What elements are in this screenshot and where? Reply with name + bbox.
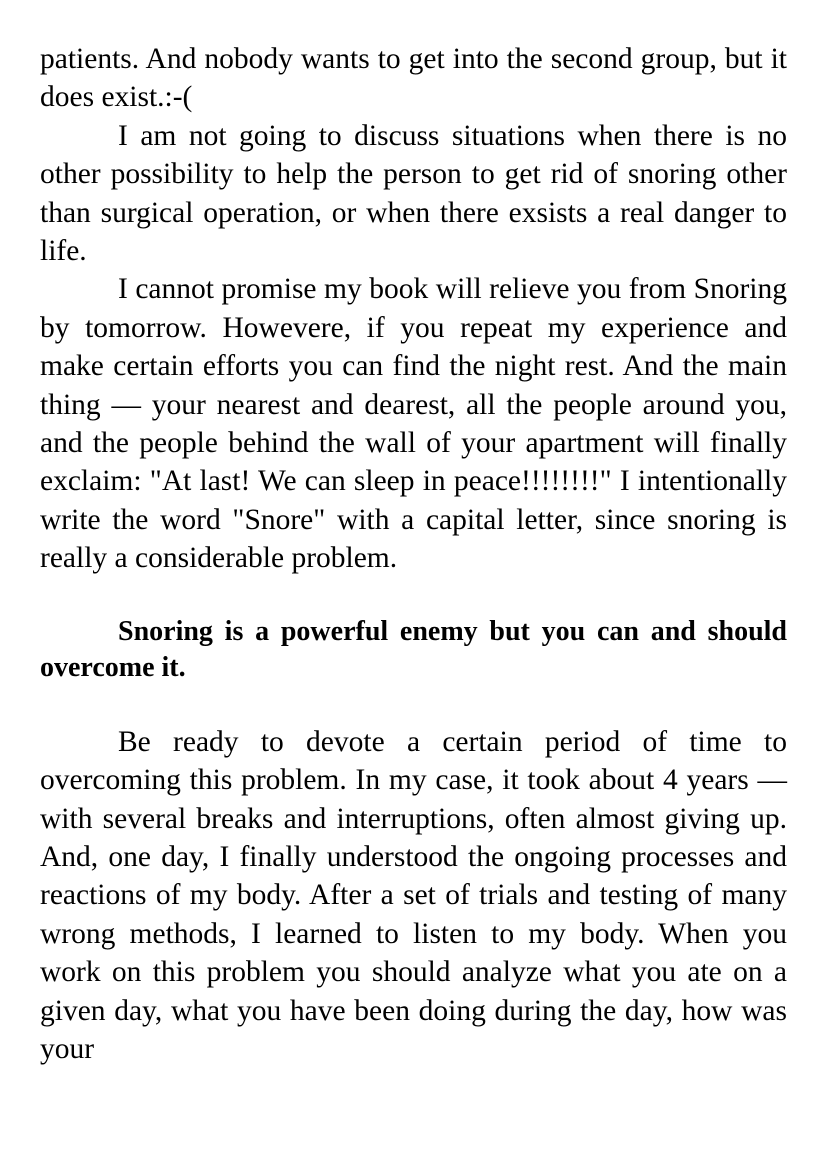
section-heading: Snoring is a powerful enemy but you can and should overcome it.: [40, 615, 787, 684]
paragraph-overcoming: Be ready to devote a certain period of time to overcoming this problem. In my case, it took about 4 years — with several breaks and interruptions, often almost giving up. And, one day, I finally understood the ongoing processes and reactions of my body. After a set of trials and testing of many wrong methods, I learned to listen to my body. When you work on this problem you should analyze what you ate on a given day, what you have been doing during the day, how was your: [40, 725, 787, 1065]
paragraph-promise: I cannot promise my book will relieve you from Snoring by tomorrow. Howevere, if you repeat my experience and make certain efforts you can find the night rest. And the main thing — your nearest and dearest, all the people around you, and the people behind the wall of your apartment will finally exclaim: "At last! We can sleep in peace!!!!!!!!" I intentionally write the word "Snore" with a capital letter, since snoring is really a considerable problem.: [40, 273, 787, 575]
spacer: [40, 578, 787, 614]
paragraph-continuation: patients. And nobody wants to get into the second group, but it does exist.:-(: [40, 43, 787, 114]
spacer: [40, 687, 787, 723]
paragraph-surgery: I am not going to discuss situations when there is no other possibility to help the person to get rid of snoring other than surgical operation, or when there exsists a real danger to life.: [40, 119, 787, 268]
document-page: [40, 40, 787, 1068]
